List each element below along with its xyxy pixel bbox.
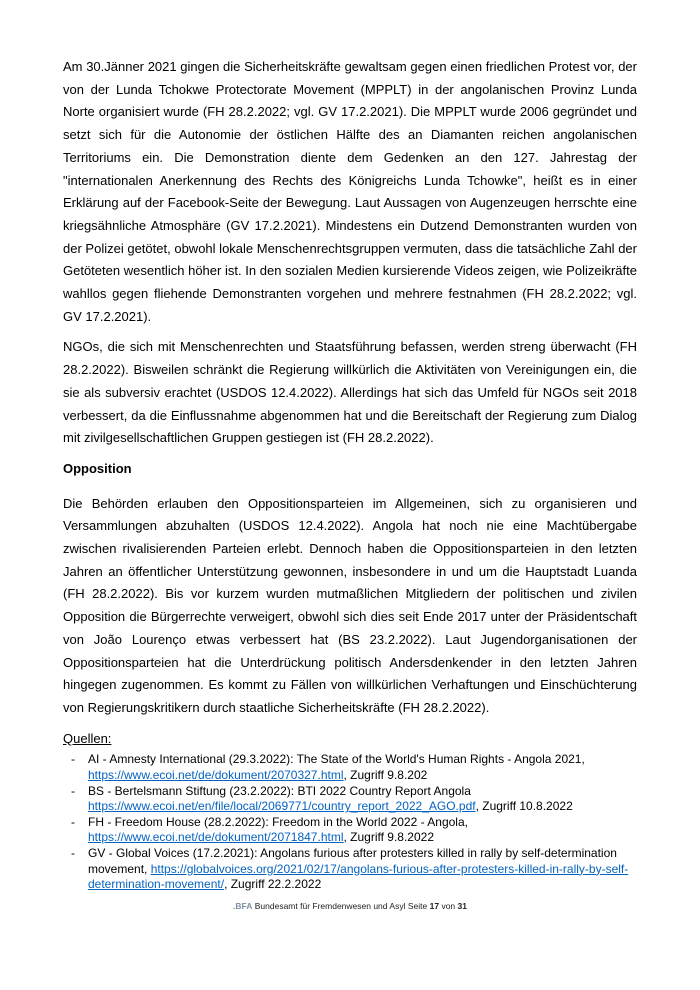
source-link[interactable]: https://www.ecoi.net/de/dokument/2071847.html: [88, 830, 344, 845]
footer-page-number: 17: [429, 901, 440, 911]
bfa-logo: .BFA: [233, 901, 253, 911]
dash-marker: -: [71, 752, 75, 767]
document-body: [63, 56, 637, 893]
source-citation: AI - Amnesty International (29.3.2022): The State of the World's Human Rights - Angola 2021,: [88, 752, 585, 767]
source-item-bs: [63, 784, 637, 815]
source-item-gv: [63, 846, 637, 893]
source-link[interactable]: https://www.ecoi.net/de/dokument/2070327.html: [88, 767, 344, 782]
source-text: [88, 784, 637, 815]
source-access-date: , Zugriff 9.8.202: [343, 767, 428, 782]
source-access-date: , Zugriff 10.8.2022: [475, 799, 573, 814]
footer-org-name: Bundesamt für Fremdenwesen und Asyl: [254, 901, 406, 911]
dash-marker: -: [71, 783, 75, 798]
source-text: [88, 752, 637, 783]
source-link[interactable]: https://www.ecoi.net/en/file/local/2069771/country_report_2022_AGO.pdf: [88, 799, 476, 814]
source-citation: BS - Bertelsmann Stiftung (23.2.2022): BTI 2022 Country Report Angola: [88, 783, 471, 798]
paragraph-security-forces: Am 30.Jänner 2021 gingen die Sicherheitskräfte gewaltsam gegen einen friedlichen Protest vor, der von der Lunda Tchokwe Protectorate Movement (MPPLT) in der angolanischen Provinz Lunda Norte organisiert wurde (FH 28.2.2022; vgl. GV 17.2.2021). Die MPPLT wurde 2006 gegründet und setzt sich für die Autonomie der östlichen Hälfte des an Diamanten reichen angolanischen Territoriums ein. Die Demonstration diente dem Gedenken an den 127. Jahrestag der "internationalen Anerkennung des Rechts des Königreichs Lunda Tchowke", heißt es in einer Erklärung auf der Facebook-Seite der Bewegung. Laut Aussagen von Augenzeugen herrschte eine kriegsähnliche Atmosphäre (GV 17.2.2021). Mindestens ein Dutzend Demonstranten wurden von der Polizei getötet, obwohl lokale Menschenrechtsgruppen vermuten, dass die tatsächliche Zahl der Getöteten wesentlich höher ist. In den sozialen Medien kursierende Videos zeigen, wie Polizeikräfte wahllos gegen fliehende Demonstranten vorgehen und mehrere festnahmen (FH 28.2.2022; vgl. GV 17.2.2021).: [63, 59, 637, 324]
source-access-date: , Zugriff 9.8.2022: [343, 830, 435, 845]
page-footer: [0, 901, 700, 912]
footer-page-label: Seite: [407, 901, 428, 911]
dash-marker: -: [71, 814, 75, 829]
sources-heading: Quellen:: [63, 730, 112, 746]
source-item-fh: [63, 815, 637, 846]
dash-marker: -: [71, 845, 75, 860]
source-citation: GV - Global Voices (17.2.2021): Angolans furious after protesters killed in rally by self-determination movement,: [88, 845, 617, 876]
source-item-ai: [63, 752, 637, 783]
footer-of-label: von: [441, 901, 456, 911]
footer-page-total: 31: [457, 901, 467, 911]
source-text: [88, 815, 637, 846]
paragraph-opposition: Die Behörden erlauben den Oppositionsparteien im Allgemeinen, sich zu organisieren und Versammlungen abzuhalten (USDOS 12.4.2022). Angola hat noch nie eine Machtübergabe zwischen rivalisierenden Parteien erlebt. Dennoch haben die Oppositionsparteien in den letzten Jahren an öffentlicher Unterstützung gewonnen, insbesondere in und um die Hauptstadt Luanda (FH 28.2.2022). Bis vor kurzem wurden mutmaßlichen Mitgliedern der politischen und zivilen Opposition die Bürgerrechte verweigert, obwohl sich dies seit Ende 2017 unter der Präsidentschaft von João Lourenço etwas verbessert hat (BS 23.2.2022). Laut Jugendorganisationen der Oppositionsparteien hat die Unterdrückung politisch Andersdenkender in den letzten Jahren hingegen zugenommen. Es kommt zu Fällen von willkürlichen Verhaftungen und Einschüchterung von Regierungskritikern durch staatliche Sicherheitskräfte (FH 28.2.2022).: [63, 495, 637, 715]
source-citation: FH - Freedom House (28.2.2022): Freedom in the World 2022 - Angola,: [88, 814, 468, 829]
source-text: [88, 846, 637, 893]
source-list: [63, 752, 637, 892]
source-access-date: , Zugriff 22.2.2022: [224, 877, 322, 892]
source-link[interactable]: https://globalvoices.org/2021/02/17/angolans-furious-after-protesters-killed-in-rally-by-self-determination-movement/: [88, 861, 629, 892]
section-heading-opposition: Opposition: [63, 460, 132, 476]
paragraph-ngos: NGOs, die sich mit Menschenrechten und Staatsführung befassen, werden streng überwacht (FH 28.2.2022). Bisweilen schränkt die Regierung willkürlich die Aktivitäten von Vereinigungen ein, die sie als subversiv erachtet (USDOS 12.4.2022). Allerdings hat sich das Umfeld für NGOs seit 2018 verbessert, da die Einflussnahme abgenommen hat und die Bereitschaft der Regierung zum Dialog mit zivilgesellschaftlichen Gruppen gestiegen ist (FH 28.2.2022).: [63, 339, 637, 446]
